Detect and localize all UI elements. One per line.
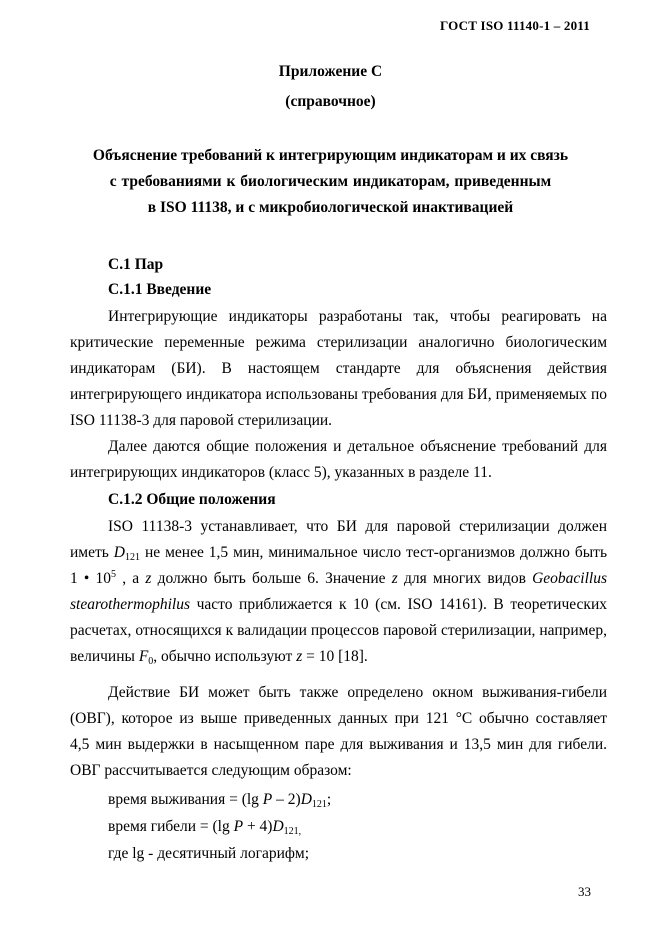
section-c12-heading: С.1.2 Общие положения (108, 491, 276, 508)
standard-header: ГОСТ ISO 11140-1 – 2011 (440, 18, 590, 33)
intro-p1-line-5: ISO 11138-3 для паровой стерилизации. (70, 412, 333, 429)
general-p1-line-4: stearothermophilus часто приближается к 10 (см. ISO 14161). В теоретических (70, 596, 607, 613)
general-p2-line-1: Действие БИ может быть также определено окном выживания-гибели (108, 684, 607, 701)
general-p1-line-6: величины $F_0$, обычно используют z = 10 [18]. (70, 648, 368, 667)
formula-kill-time: время гибели = (lg $P + 4)D_{121,}$ (108, 818, 302, 837)
general-p1-line-5: расчетах, относящихся к валидации процессов паровой стерилизации, например, (70, 622, 607, 639)
section-c1-heading: С.1 Пар (108, 256, 164, 273)
intro-p2-line-1: Далее даются общие положения и детальное объяснение требований для (108, 438, 607, 455)
annex-title: Приложение С (278, 63, 383, 80)
main-title-line-2: с требованиями к биологическим индикаторам, приведенным (109, 173, 552, 190)
general-p1-line-3: 1 • $10^5$ , а z должно быть больше 6. Значение z для многих видов Geobacillus (70, 569, 607, 587)
intro-p1-line-3: индикаторам (БИ). В настоящем стандарте для объяснения действия (70, 360, 607, 377)
intro-p1-line-2: критические переменные режима стерилизации аналогично биологическим (70, 334, 607, 351)
annex-status: (справочное) (285, 93, 376, 110)
logarithm-definition: где lg - десятичный логарифм; (108, 845, 310, 862)
formula-survival-time: время выживания = (lg P – $2)D_{121}$; (108, 791, 332, 810)
general-p1-line-1: ISO 11138-3 устанавливает, что БИ для паровой стерилизации должен (108, 518, 607, 535)
page-number: 33 (578, 884, 591, 899)
general-p2-line-2: (ОВГ), которое из выше приведенных данных при 121 °С обычно составляет (70, 710, 607, 727)
main-title-line-1: Объяснение требований к интегрирующим индикаторам и их связь (92, 147, 569, 164)
general-p1-line-2: иметь $D_{121}$ не менее 1,5 мин, минимальное число тест-организмов должно быть (70, 544, 608, 563)
section-c11-heading: С.1.1 Введение (108, 281, 212, 298)
intro-p1-line-1: Интегрирующие индикаторы разработаны так, чтобы реагировать на (108, 308, 607, 325)
general-p2-line-4: ОВГ рассчитывается следующим образом: (70, 762, 352, 779)
general-p2-line-3: 4,5 мин выдержки в насыщенном паре для выживания и 13,5 мин для гибели. (70, 736, 607, 753)
intro-p2-line-2: интегрирующих индикаторов (класс 5), указанных в разделе 11. (70, 464, 492, 481)
intro-p1-line-4: интегрирующего индикатора использованы требования для БИ, применяемых по (70, 386, 607, 403)
main-title-line-3: в ISO 11138, и с микробиологической инактивацией (147, 199, 514, 216)
